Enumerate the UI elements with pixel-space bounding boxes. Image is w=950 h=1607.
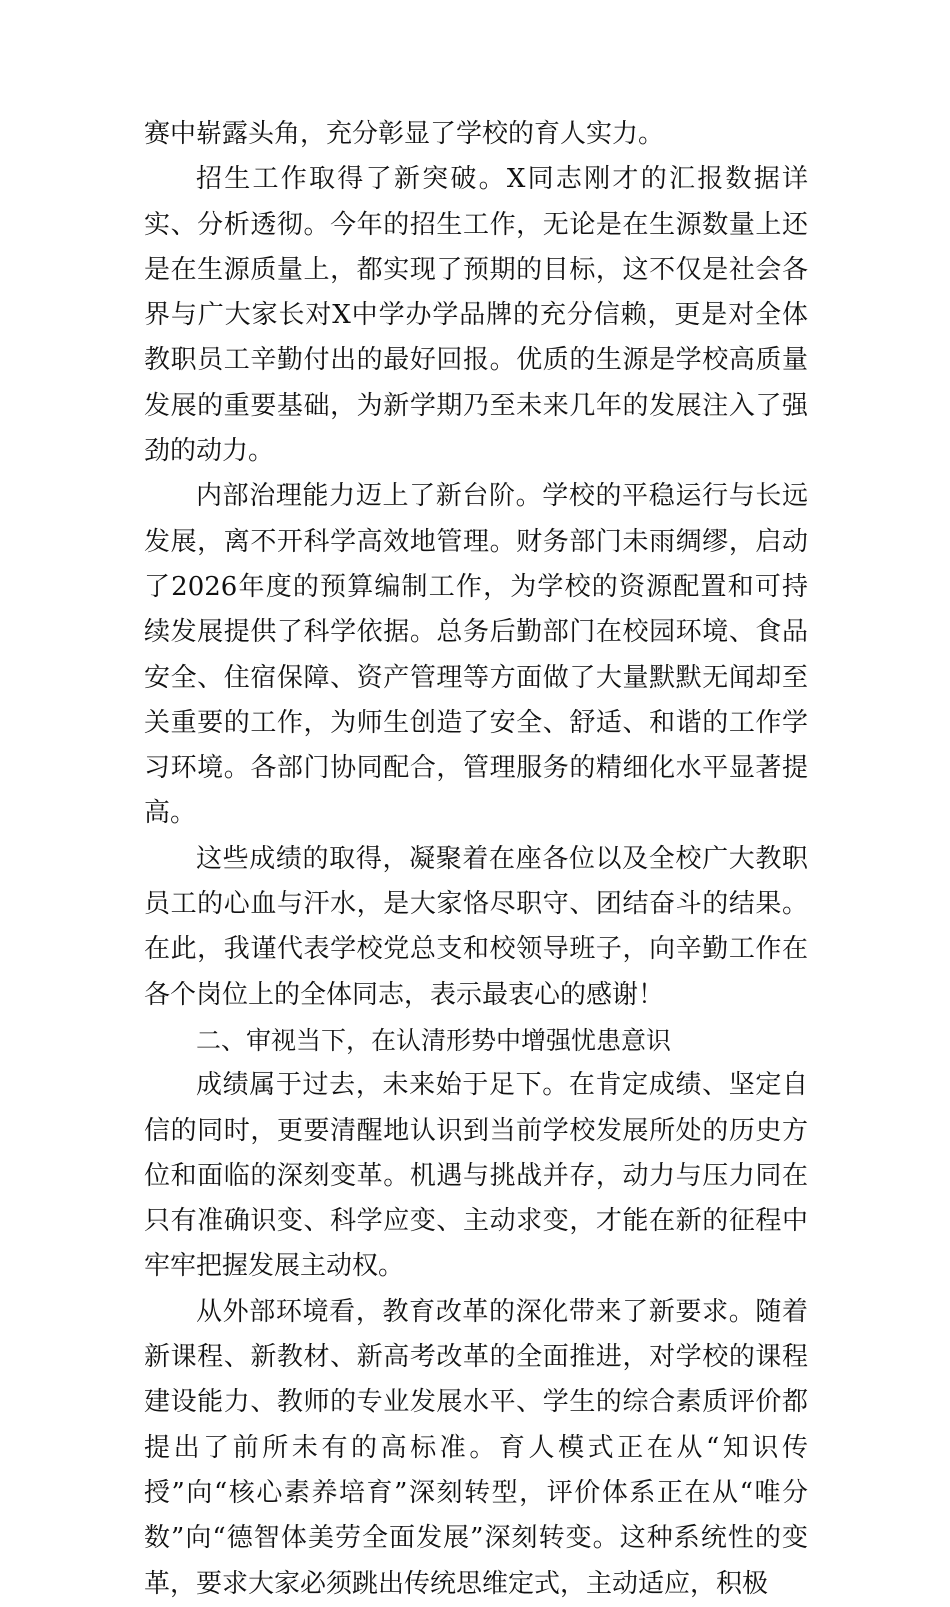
paragraph-governance: 内部治理能力迈上了新台阶。学校的平稳运行与长远发展，离不开科学高效地管理。财务部门未雨绸缪，启动了2026年度的预算编制工作，为学校的资源配置和可持续发展提供了科学依据。总务后勤部门在校园环境、食品安全、住宿保障、资产管理等方面做了大量默默无闻却至关重要的工作，为师生创造了安全、舒适、和谐的工作学习环境。各部门协同配合，管理服务的精细化水平显著提高。	[144, 481, 808, 829]
paragraph-continuation: 赛中崭露头角，充分彰显了学校的育人实力。	[144, 119, 665, 149]
paragraph-enrollment: 招生工作取得了新突破。X同志刚才的汇报数据详实、分析透彻。今年的招生工作，无论是在生源数量上还是在生源质量上，都实现了预期的目标，这不仅是社会各界与广大家长对X中学办学品牌的充分信赖，更是对全体教职员工辛勤付出的最好回报。优质的生源是学校高质量发展的重要基础，为新学期乃至未来几年的发展注入了强劲的动力。	[144, 164, 808, 467]
paragraph-present-situation: 成绩属于过去，未来始于足下。在肯定成绩、坚定自信的同时，更要清醒地认识到当前学校发展所处的历史方位和面临的深刻变革。机遇与挑战并存，动力与压力同在只有准确识变、科学应变、主动求变，才能在新的征程中牢牢把握发展主动权。	[144, 1070, 808, 1282]
paragraph-thanks: 这些成绩的取得，凝聚着在座各位以及全校广大教职员工的心血与汗水，是大家恪尽职守、团结奋斗的结果。在此，我谨代表学校党总支和校领导班子，向辛勤工作在各个岗位上的全体同志，表示最衷心的感谢！	[144, 843, 808, 1010]
paragraph-external-environment: 从外部环境看，教育改革的深化带来了新要求。随着新课程、新教材、新高考改革的全面推进，对学校的课程建设能力、教师的专业发展水平、学生的综合素质评价都提出了前所未有的高标准。育人模式正在从“知识传授”向“核心素养培育”深刻转型，评价体系正在从“唯分数”向“德智体美劳全面发展”深刻转变。这种系统性的变革，要求大家必须跳出传统思维定式，主动适应，积极	[144, 1296, 808, 1599]
section-heading: 二、审视当下，在认清形势中增强忧患意识	[196, 1025, 672, 1055]
document-body	[144, 112, 808, 1607]
